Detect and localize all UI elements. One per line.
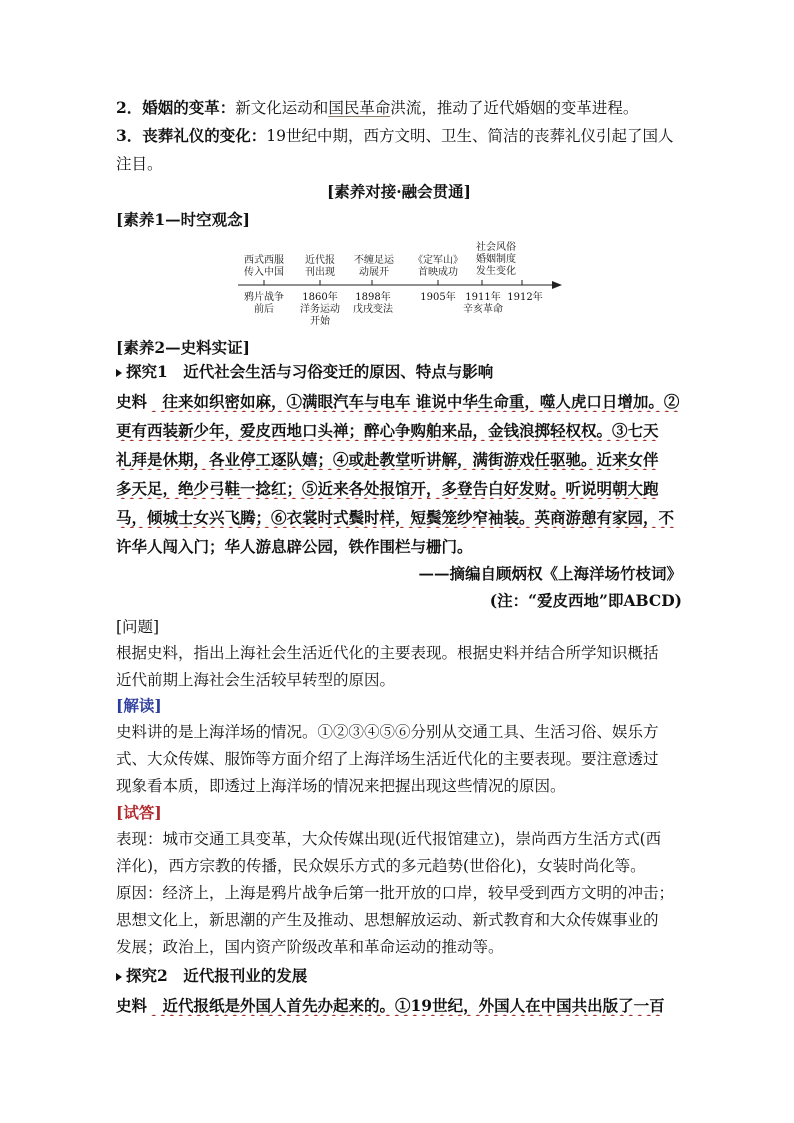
suyang-1-heading: [素养1—时空观念] (116, 210, 250, 229)
source-citation: ——摘编自顾炳权《上海洋场竹枝词》 (418, 564, 682, 583)
underlined-term: 国民革命 (328, 99, 391, 117)
answer-tag: [试答] (116, 803, 162, 822)
timeline-date-1898: 1898年 戊戌变法 (353, 292, 393, 315)
timeline-date-1905: 1905年 (420, 292, 456, 303)
explore-2-title-text: 探究2 近代报刊业的发展 (126, 966, 308, 985)
source-line-2: 更有西装新少年，爱皮西地口头禅；醉心争购舶来品，金钱浪掷轻权权。③七天 (116, 421, 659, 440)
triangle-bullet-icon (116, 369, 122, 377)
timeline-event-western-suits: 西式西服 传入中国 (244, 255, 284, 278)
explore-2-source-line-1: 史料 近代报纸是外国人首先办起来的。①19世纪，外国人在中国共出版了一百 (116, 996, 665, 1015)
triangle-bullet-icon (116, 973, 122, 981)
source-label: 史料 (116, 392, 148, 411)
timeline-date-opium-war: 鸦片战争 前后 (244, 292, 284, 315)
answer-line-4: 思想文化上，新思潮的产生及推动、思想解放运动、新式教育和大众传媒事业的 (116, 911, 659, 929)
timeline (236, 236, 566, 332)
timeline-event-customs-marriage: 社会风俗 婚姻制度 发生变化 (476, 242, 516, 277)
timeline-event-dingjunshan: 《定军山》 首映成功 (413, 255, 463, 278)
timeline-event-natural-feet: 不缠足运 动展开 (354, 255, 394, 278)
intro-line-1 (116, 98, 682, 118)
item-2-label: 2．婚姻的变革： (116, 98, 236, 117)
question-line-1: 根据史料，指出上海社会生活近代化的主要表现。根据史料并结合所学知识概括 (116, 644, 659, 662)
explore-2-title (116, 966, 682, 986)
reading-tag: [解读] (116, 696, 162, 715)
source-note: (注：“爱皮西地”即ABCD) (489, 591, 682, 610)
timeline-event-newspapers: 近代报 刊出现 (305, 255, 335, 278)
source-line-6: 许华人闯入门；华人游息辟公园，铁作围栏与栅门。 (116, 537, 473, 556)
section-title: [素养对接·融会贯通] (326, 182, 472, 201)
source-line-3: 礼拜是休期，各业停工逐队嬉；④或赴教堂听讲解，满街游戏任驱驰。近来女伴 (116, 450, 659, 469)
source-line-1: 史料 往来如织密如麻，①满眼汽车与电车 谁说中华生命重，噬人虎口日增加。② (116, 392, 680, 411)
answer-line-2: 洋化)，西方宗教的传播，民众娱乐方式的多元趋势(世俗化)，女装时尚化等。 (116, 857, 646, 875)
answer-line-3: 原因：经济上，上海是鸦片战争后第一批开放的口岸，较早受到西方文明的冲击； (116, 884, 675, 902)
source-line-4: 多天足，绝少弓鞋一捻红；⑤近来各处报馆开，多登告白好发财。听说明朝大跑 (116, 479, 659, 498)
reading-line-3: 现象看本质，即透过上海洋场的情况来把握出现这些情况的原因。 (116, 777, 566, 795)
answer-line-1: 表现：城市交通工具变革，大众传媒出现(近代报馆建立)，崇尚西方生活方式(西 (116, 830, 662, 848)
suyang-2-heading: [素养2—史料实证] (116, 338, 250, 357)
explore-1-title-text: 探究1 近代社会生活与习俗变迁的原因、特点与影响 (126, 362, 494, 381)
reading-line-1: 史料讲的是上海洋场的情况。①②③④⑤⑥分别从交通工具、生活习俗、娱乐方 (116, 723, 659, 741)
intro-text: 洪流，推动了近代婚姻的变革进程。 (390, 99, 639, 117)
reading-line-2: 式、大众传媒、服饰等方面介绍了上海洋场生活近代化的主要表现。要注意透过 (116, 750, 659, 768)
intro-line-3: 注目。 (116, 155, 163, 173)
timeline-date-1860: 1860年 洋务运动 开始 (300, 292, 340, 327)
explore-1-title (116, 362, 682, 382)
timeline-date-1911: 1911年 辛亥革命 (463, 292, 503, 315)
timeline-date-1912: 1912年 (507, 292, 543, 303)
source-line-5: 马，倾城士女兴飞腾；⑥衣裳时式鬓时样，短鬓笼纱窄袖装。英商游憩有家园，不 (116, 508, 675, 527)
intro-text: 新文化运动和 (235, 99, 329, 117)
answer-line-5: 发展；政治上，国内资产阶级改革和革命运动的推动等。 (116, 938, 504, 956)
question-line-2: 近代前期上海社会生活较早转型的原因。 (116, 671, 396, 689)
intro-text: 19世纪中期，西方文明、卫生、简洁的丧葬礼仪引起了国人 (266, 127, 674, 145)
source-label: 史料 (116, 996, 148, 1015)
intro-line-2 (116, 126, 682, 146)
item-3-label: 3．丧葬礼仪的变化： (116, 126, 267, 145)
question-tag: [问题] (116, 618, 160, 636)
